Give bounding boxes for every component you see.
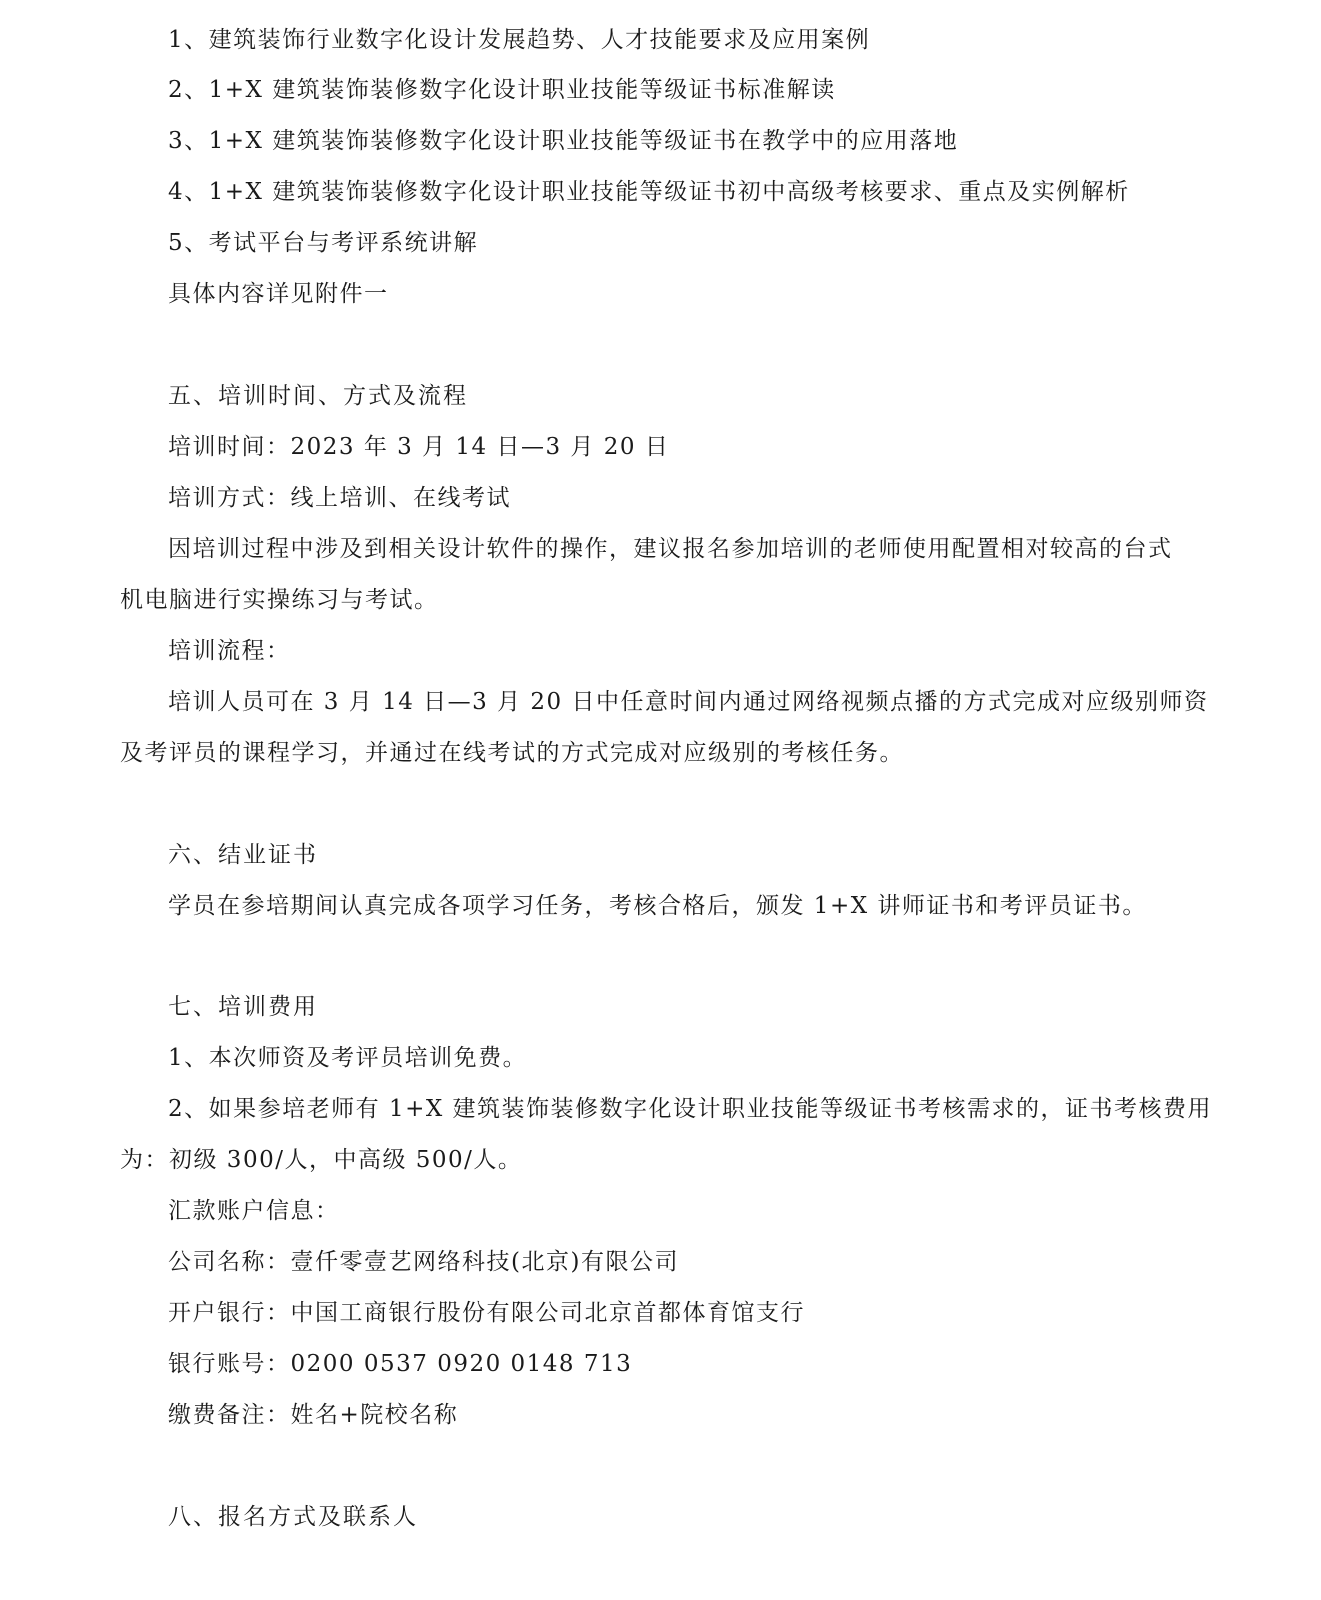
bank-name: 开户银行：中国工商银行股份有限公司北京首都体育馆支行 bbox=[168, 1300, 805, 1326]
section-7-heading: 七、培训费用 bbox=[168, 994, 318, 1020]
section-8-heading: 八、报名方式及联系人 bbox=[168, 1504, 418, 1530]
course-item-1: 1、建筑装饰行业数字化设计发展趋势、人才技能要求及应用案例 bbox=[168, 27, 871, 53]
course-item-5: 5、考试平台与考评系统讲解 bbox=[168, 230, 479, 256]
training-process-line-2: 及考评员的课程学习，并通过在线考试的方式完成对应级别的考核任务。 bbox=[120, 740, 904, 766]
section-6-heading: 六、结业证书 bbox=[168, 842, 318, 868]
training-method: 培训方式：线上培训、在线考试 bbox=[168, 485, 511, 511]
account-info-label: 汇款账户信息： bbox=[168, 1198, 340, 1224]
course-item-2: 2、1+X 建筑装饰装修数字化设计职业技能等级证书标准解读 bbox=[168, 77, 836, 103]
course-note: 具体内容详见附件一 bbox=[168, 281, 389, 307]
fee-item-1: 1、本次师资及考评员培训免费。 bbox=[168, 1045, 528, 1071]
fee-item-2-line-1: 2、如果参培老师有 1+X 建筑装饰装修数字化设计职业技能等级证书考核需求的，证书考核费用 bbox=[168, 1096, 1213, 1122]
payment-remark: 缴费备注：姓名+院校名称 bbox=[168, 1402, 459, 1428]
company-name: 公司名称：壹仟零壹艺网络科技(北京)有限公司 bbox=[168, 1249, 679, 1275]
course-item-3: 3、1+X 建筑装饰装修数字化设计职业技能等级证书在教学中的应用落地 bbox=[168, 128, 959, 154]
training-advice-line-2: 机电脑进行实操练习与考试。 bbox=[120, 587, 439, 613]
training-process-line-1: 培训人员可在 3 月 14 日—3 月 20 日中任意时间内通过网络视频点播的方式完成对应级别师资 bbox=[168, 689, 1209, 715]
training-advice-line-1: 因培训过程中涉及到相关设计软件的操作，建议报名参加培训的老师使用配置相对较高的台式 bbox=[168, 536, 1173, 562]
fee-item-2-line-2: 为：初级 300/人，中高级 500/人。 bbox=[120, 1147, 523, 1173]
bank-account-number: 银行账号：0200 0537 0920 0148 713 bbox=[168, 1351, 633, 1377]
training-process-label: 培训流程： bbox=[168, 638, 291, 664]
certificate-text: 学员在参培期间认真完成各项学习任务，考核合格后，颁发 1+X 讲师证书和考评员证书。 bbox=[168, 893, 1147, 919]
section-5-heading: 五、培训时间、方式及流程 bbox=[168, 383, 468, 409]
course-item-4: 4、1+X 建筑装饰装修数字化设计职业技能等级证书初中高级考核要求、重点及实例解析 bbox=[168, 179, 1130, 205]
training-time: 培训时间：2023 年 3 月 14 日—3 月 20 日 bbox=[168, 434, 670, 460]
